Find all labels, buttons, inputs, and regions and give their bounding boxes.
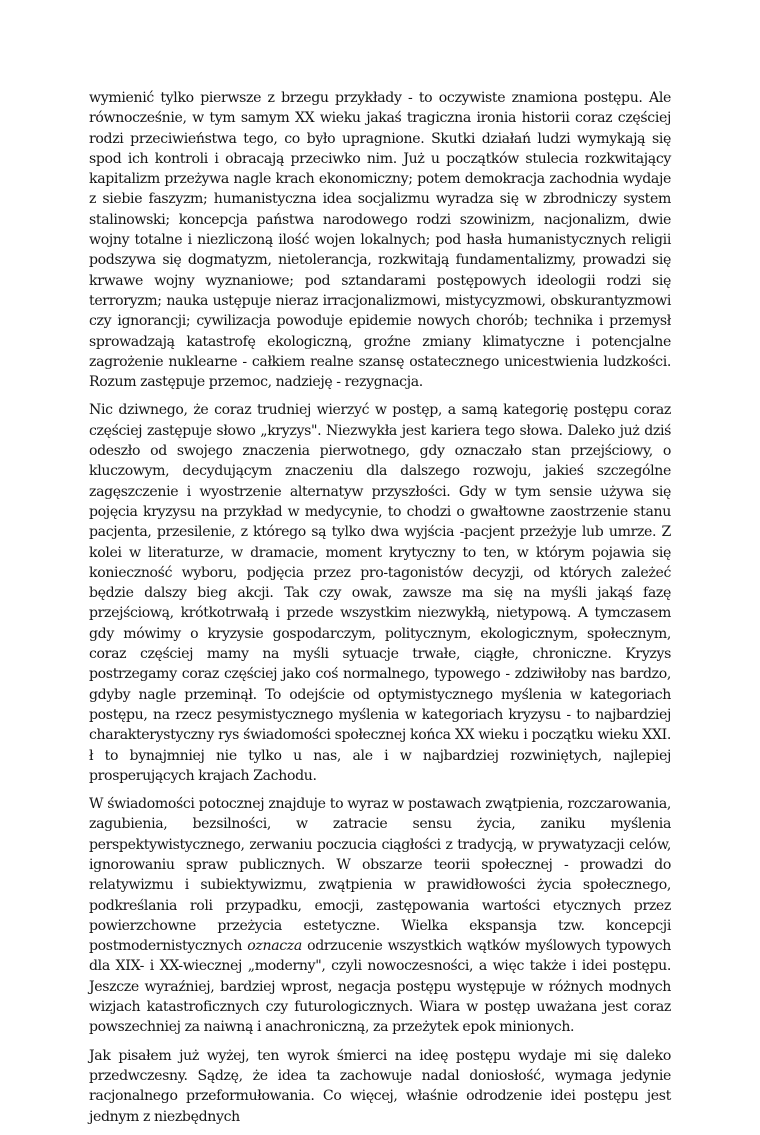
paragraph-2: [89, 400, 671, 786]
paragraph-3-italic-word: oznacza: [247, 938, 302, 955]
paragraph-4: [89, 1046, 671, 1127]
paragraph-1-text: wymienić tylko pierwsze z brzegu przykłady - to oczywiste znamiona postępu. Ale równocześnie, w tym samym XX wieku jakaś tragiczna ironia historii coraz częściej rodzi przeciwieństwa tego, co było upragnione. Skutki działań ludzi wymykają się spod ich kontroli i obracają przeciwko nim. Już u początków stulecia rozkwitający kapitalizm przeżywa nagle krach ekonomiczny; potem demokracja zachodnia wydaje z siebie faszyzm; humanistyczna idea socjalizmu wyradza się w zbrodniczy system stalinowski; koncepcja państwa narodowego rodzi szowinizm, nacjonalizm, dwie wojny totalne i niezliczoną ilość wojen lokalnych; pod hasła humanistycznych religii podszywa się dogmatyzm, nietolerancja, rozkwitają fundamentalizmy, prowadzi się krwawe wojny wyznaniowe; pod sztandarami postępowych ideologii rodzi się terroryzm; nauka ustępuje nieraz irracjonalizmowi, mistycyzmowi, obskurantyzmowi czy ignorancji; cywilizacja powoduje epidemie nowych chorób; technika i przemysł sprowadzają katastrofę ekologiczną, groźne zmiany klimatyczne i potencjalne zagrożenie nuklearne - całkiem realne szansę ostatecznego unicestwienia ludzkości. Rozum zastępuje przemoc, nadzieję - rezygnacja.: [89, 90, 671, 391]
document-page: [89, 88, 671, 1135]
paragraph-1: [89, 88, 671, 392]
paragraph-2-text: Nic dziwnego, że coraz trudniej wierzyć w postęp, a samą kategorię postępu coraz częściej zastępuje słowo „kryzys". Niezwykła jest kariera tego słowa. Daleko już dziś odeszło od swojego znaczenia pierwotnego, gdy oznaczało stan przejściowy, o kluczowym, decydującym znaczeniu dla dalszego rozwoju, jakieś szczególne zagęszczenie i wyostrzenie alternatyw przyszłości. Gdy w tym sensie używa się pojęcia kryzysu na przykład w medycynie, to chodzi o gwałtowne zaostrzenie stanu pacjenta, przesilenie, z którego są tylko dwa wyjścia -pacjent przeżyje lub umrze. Z kolei w literaturze, w dramacie, moment krytyczny to ten, w którym pojawia się konieczność wyboru, podjęcia przez pro-tagonistów decyzji, od których zależeć będzie dalszy bieg akcji. Tak czy owak, zawsze ma się na myśli jakąś fazę przejściową, krótkotrwałą i przede wszystkim niezwykłą, nietypową. A tymczasem gdy mówimy o kryzysie gospodarczym, politycznym, ekologicznym, społecznym, coraz częściej mamy na myśli sytuacje trwałe, ciągłe, chroniczne. Kryzys postrzegamy coraz częściej jako coś normalnego, typowego - zdziwiłoby nas bardzo, gdyby nagle przeminął. To odejście od optymistycznego myślenia w kategoriach postępu, na rzecz pesymistycznego myślenia w kategoriach kryzysu - to najbardziej charakterystyczny rys świadomości społecznej końca XX wieku i początku wieku XXI. ł to bynajmniej nie tylko u nas, ale i w najbardziej rozwiniętych, najlepiej prosperujących krajach Zachodu.: [89, 402, 671, 784]
paragraph-4-text: Jak pisałem już wyżej, ten wyrok śmierci na ideę postępu wydaje mi się daleko przedwczesny. Sądzę, że idea ta zachowuje nadal doniosłość, wymaga jedynie racjonalnego przeformułowania. Co więcej, właśnie odrodzenie idei postępu jest jednym z niezbędnych: [89, 1047, 671, 1125]
paragraph-3: [89, 794, 671, 1038]
paragraph-3-text-start: W świadomości potocznej znajduje to wyraz w postawach zwątpienia, rozczarowania, zagubienia, bezsilności, w zatracie sensu życia, zaniku myślenia perspektywistycznego, zerwaniu poczucia ciągłości z tradycją, w prywatyzacji celów, ignorowaniu spraw publicznych. W obszarze teorii społecznej - prowadzi do relatywizmu i subiektywizmu, zwątpienia w prawidłowości życia społecznego, podkreślania roli przypadku, emocji, zastępowania wartości etycznych przez powierzchowne przeżycia estetyczne. Wielka ekspansja tzw. koncepcji postmodernistycznych: [89, 796, 671, 955]
paragraph-3-text-end: odrzucenie wszystkich wątków myślowych typowych dla XIX- i XX-wiecznej „moderny", czyli nowoczesności, a więc także i idei postępu. Jeszcze wyraźniej, bardziej wprost, negacja postępu występuje w różnych modnych wizjach katastroficznych czy futurologicznych. Wiara w postęp uważana jest coraz powszechniej za naiwną i anachroniczną, za przeżytek epok minionych.: [89, 938, 671, 1036]
